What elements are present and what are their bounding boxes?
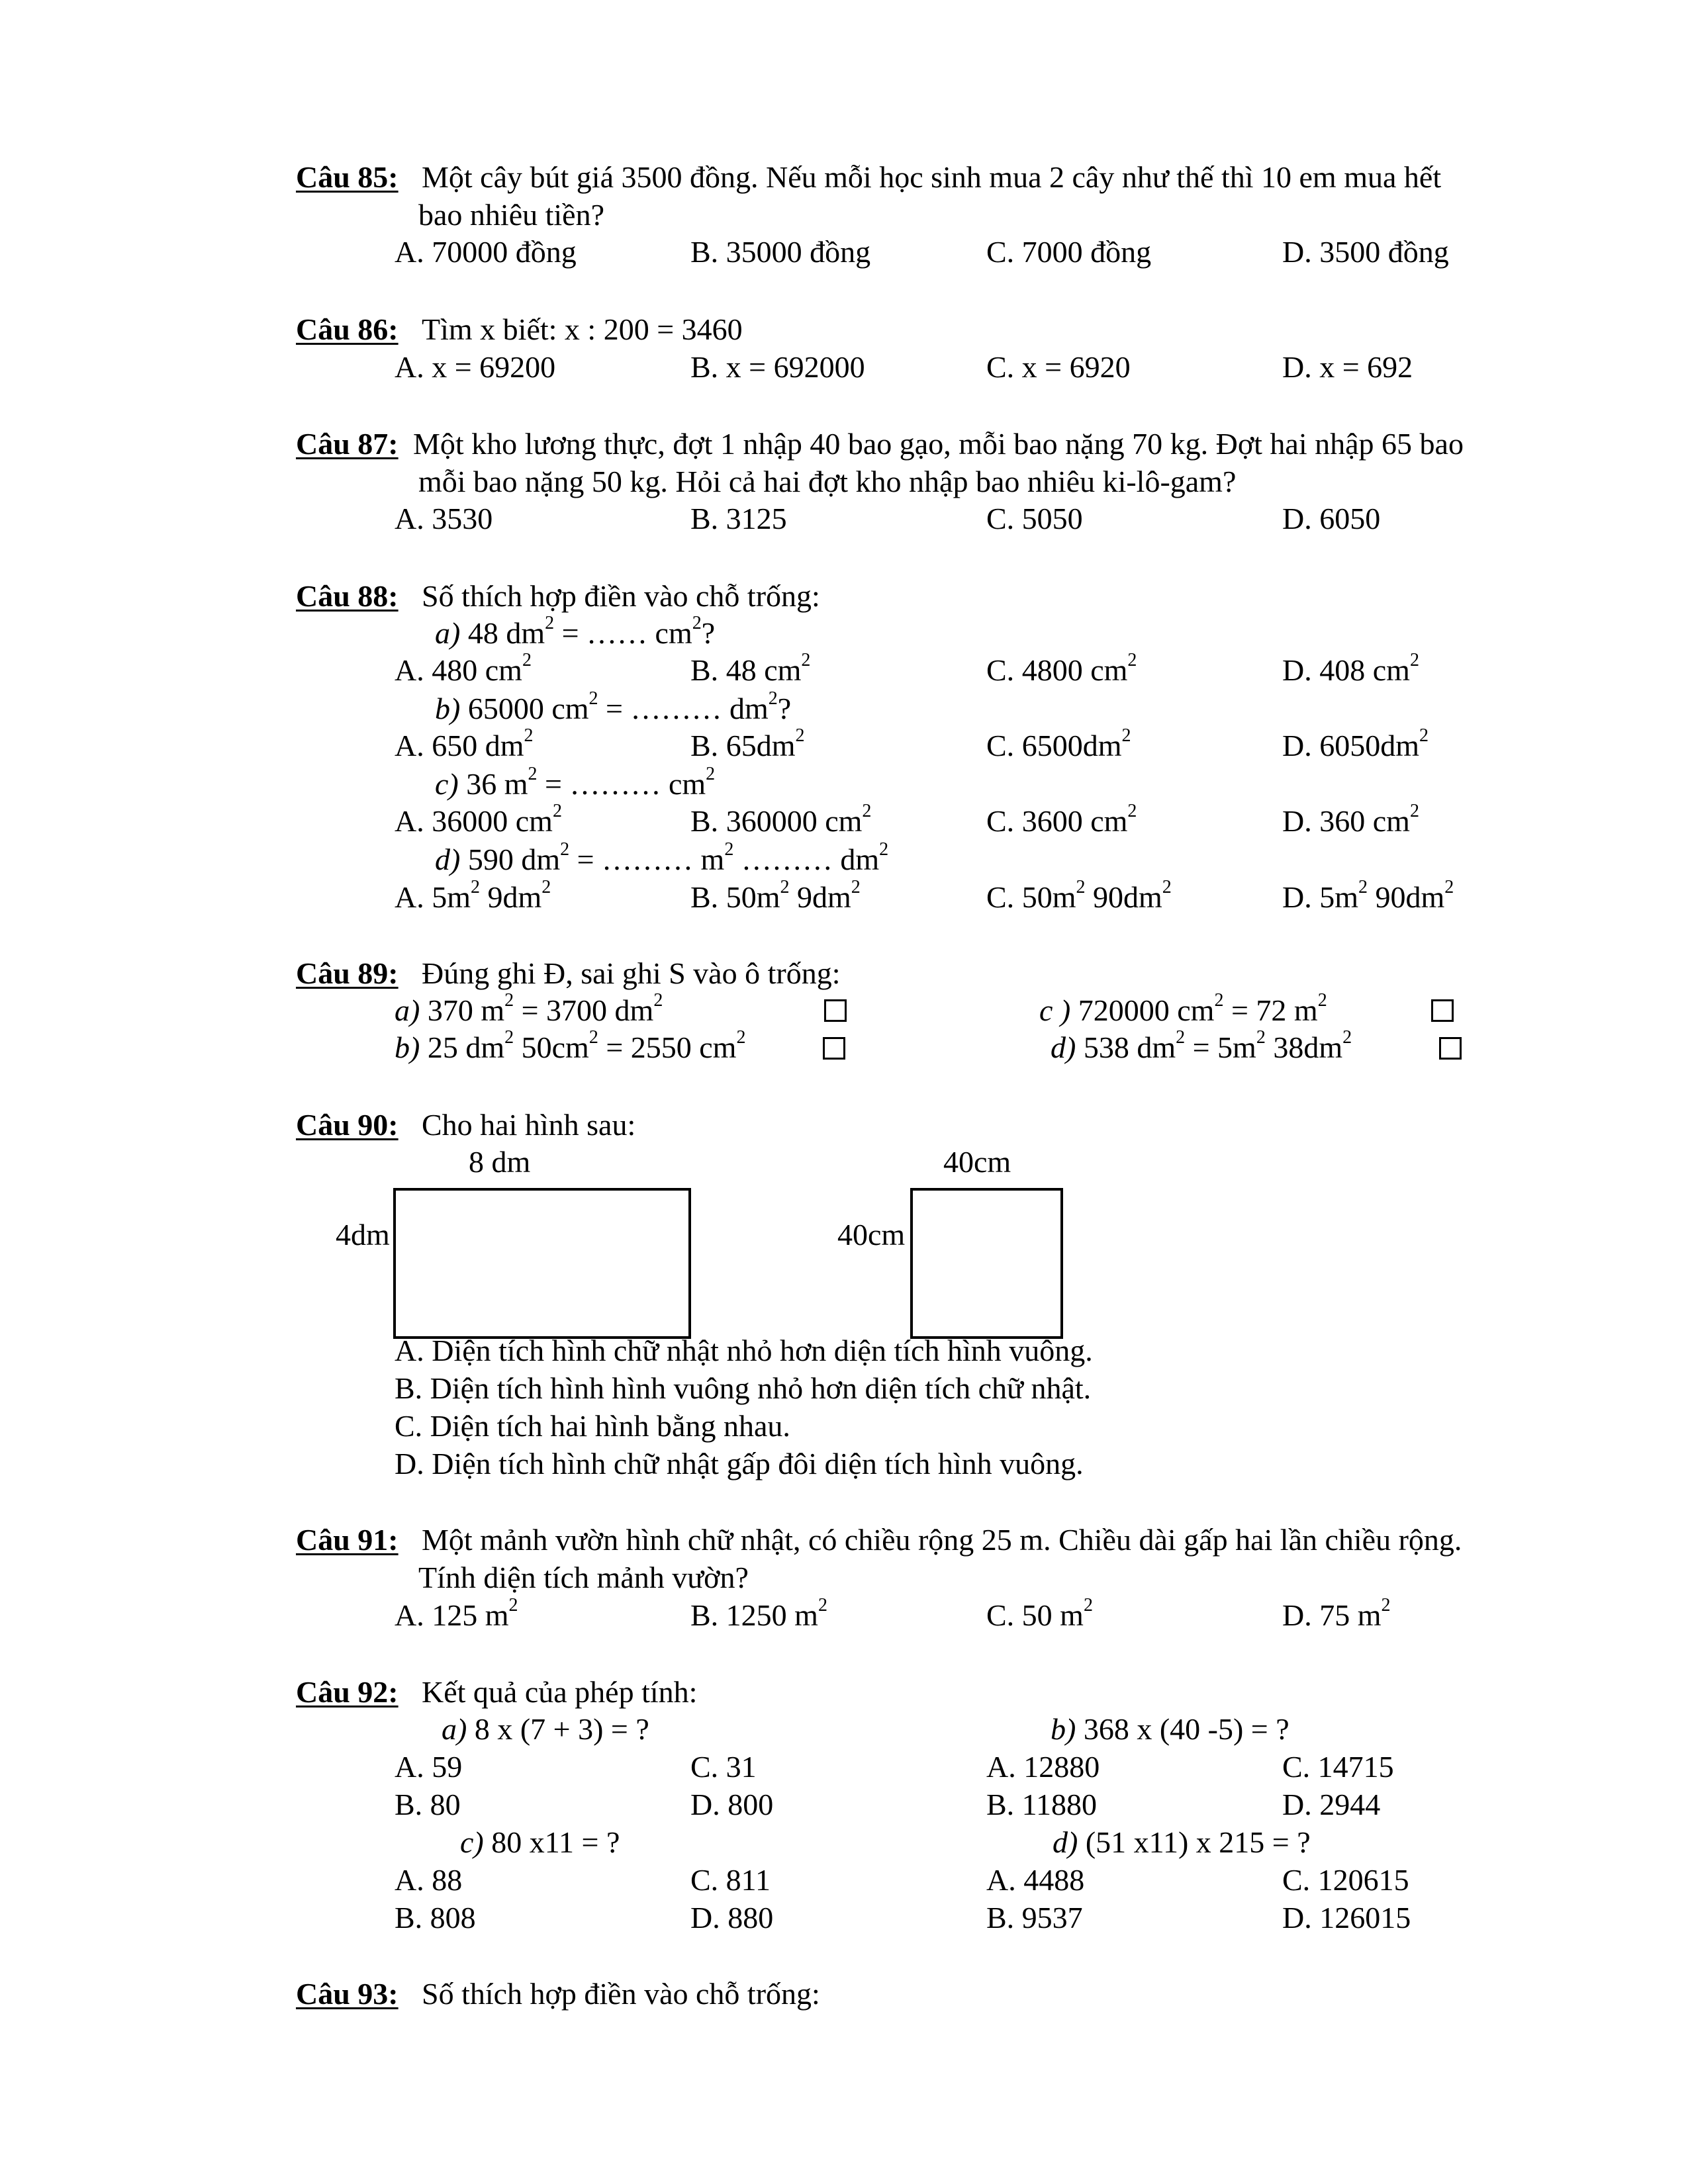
q89a-checkbox[interactable] xyxy=(824,999,847,1022)
q86-option-c[interactable]: C. x = 6920 xyxy=(986,350,1131,384)
question-89-label: Câu 89: xyxy=(296,956,399,990)
rectangle-figure xyxy=(393,1188,691,1339)
question-85-text-cont: bao nhiêu tiền? xyxy=(418,198,605,232)
q85-option-a[interactable]: A. 70000 đồng xyxy=(395,235,577,269)
q89a-statement: a) 370 $m^2 = 3700$ $dm^2$ xyxy=(395,990,663,1027)
q92a-option-b[interactable]: B. 80 xyxy=(395,1788,461,1821)
q86-option-b[interactable]: B. x = 692000 xyxy=(690,350,865,384)
q88d-option-a[interactable]: A. $5m^2$ $9dm^2$ xyxy=(395,877,551,914)
q88c-option-b[interactable]: B. 360000 $cm^2$ xyxy=(690,801,872,838)
question-89-text: Đúng ghi Đ, sai ghi S vào ô trống: xyxy=(422,956,841,990)
question-90-text: Cho hai hình sau: xyxy=(422,1108,636,1142)
q92c-option-b[interactable]: B. 808 xyxy=(395,1901,476,1934)
q92d-option-a[interactable]: A. 4488 xyxy=(986,1863,1085,1897)
q88d-option-b[interactable]: B. $50m^2$ $9dm^2$ xyxy=(690,877,861,914)
q92a-option-c[interactable]: C. 31 xyxy=(690,1750,757,1784)
q92a-prompt: a) 8 x (7 + 3) = ? xyxy=(442,1712,649,1746)
q86-option-d[interactable]: D. x = 692 xyxy=(1282,350,1413,384)
rectangle-length-label: 8 dm xyxy=(469,1145,531,1179)
question-90-label: Câu 90: xyxy=(296,1108,399,1142)
q87-option-b[interactable]: B. 3125 xyxy=(690,502,787,535)
q92a-option-a[interactable]: A. 59 xyxy=(395,1750,463,1784)
q88a-option-a[interactable]: A. 480 $cm^2$ xyxy=(395,650,532,687)
q89b-statement: b) 25 $dm^2$ $50cm^2 = 2550$ $cm^2$ xyxy=(395,1027,746,1064)
q88b-option-a[interactable]: A. 650 $dm^2$ xyxy=(395,725,534,762)
question-86-text: Tìm x biết: x : 200 = 3460 xyxy=(422,312,743,346)
question-87-label: Câu 87: xyxy=(296,427,399,461)
q88c-prompt: c) 36 $m^2$ = ……… $cm^2$ xyxy=(435,764,716,801)
q92c-option-d[interactable]: D. 880 xyxy=(690,1901,774,1934)
q92b-option-a[interactable]: A. 12880 xyxy=(986,1750,1100,1784)
q92b-option-d[interactable]: D. 2944 xyxy=(1282,1788,1381,1821)
q90-option-d[interactable]: D. Diện tích hình chữ nhật gấp đôi diện tích hình vuông. xyxy=(395,1447,1084,1480)
q92a-option-d[interactable]: D. 800 xyxy=(690,1788,774,1821)
question-86-label: Câu 86: xyxy=(296,312,399,346)
q88b-option-d[interactable]: D. $6050dm^2$ xyxy=(1282,725,1429,762)
q92d-option-d[interactable]: D. 126015 xyxy=(1282,1901,1411,1934)
q92d-option-c[interactable]: C. 120615 xyxy=(1282,1863,1409,1897)
q88a-prompt: a) 48 $dm^2$ = …… $cm^2$? xyxy=(435,613,716,650)
q89b-checkbox[interactable] xyxy=(823,1037,845,1060)
q92b-option-c[interactable]: C. 14715 xyxy=(1282,1750,1394,1784)
question-93-text: Số thích hợp điền vào chỗ trống: xyxy=(422,1977,820,2011)
q87-option-d[interactable]: D. 6050 xyxy=(1282,502,1381,535)
question-88-label: Câu 88: xyxy=(296,579,399,613)
q86-option-a[interactable]: A. x = 69200 xyxy=(395,350,556,384)
q88b-prompt: b) 65000 $cm^2$ = ……… $dm^2$? xyxy=(435,688,792,725)
q89d-statement: d) 538 $dm^2 = 5m^2$ $38dm^2$ xyxy=(1051,1027,1352,1064)
q87-option-a[interactable]: A. 3530 xyxy=(395,502,493,535)
q92d-option-b[interactable]: B. 9537 xyxy=(986,1901,1083,1934)
q90-option-b[interactable]: B. Diện tích hình hình vuông nhỏ hơn diện tích chữ nhật. xyxy=(395,1371,1092,1405)
question-91-label: Câu 91: xyxy=(296,1523,399,1557)
q92c-option-c[interactable]: C. 811 xyxy=(690,1863,771,1897)
square-side-left-label: 40cm xyxy=(837,1218,906,1251)
rectangle-width-label: 4dm xyxy=(336,1218,390,1251)
question-85-text: Một cây bút giá 3500 đồng. Nếu mỗi học sinh mua 2 cây như thế thì 10 em mua hết xyxy=(422,160,1442,194)
q91-option-c[interactable]: C. 50 $m^2$ xyxy=(986,1595,1093,1632)
q88c-option-c[interactable]: C. 3600 $cm^2$ xyxy=(986,801,1137,838)
q88c-option-d[interactable]: D. 360 $cm^2$ xyxy=(1282,801,1419,838)
question-92-text: Kết quả của phép tính: xyxy=(422,1675,698,1709)
q92c-prompt: c) 80 x11 = ? xyxy=(460,1825,620,1859)
question-92-label: Câu 92: xyxy=(296,1675,399,1709)
q89c-checkbox[interactable] xyxy=(1431,999,1454,1022)
q88d-option-c[interactable]: C. $50m^2$ $90dm^2$ xyxy=(986,877,1172,914)
q88d-prompt: d) 590 $dm^2$ = ……… $m^2$ ……… $dm^2$ xyxy=(435,839,889,876)
question-88-text: Số thích hợp điền vào chỗ trống: xyxy=(422,579,820,613)
q88a-option-b[interactable]: B. 48 $cm^2$ xyxy=(690,650,811,687)
q85-option-b[interactable]: B. 35000 đồng xyxy=(690,235,871,269)
q88a-option-c[interactable]: C. 4800 $cm^2$ xyxy=(986,650,1137,687)
q88b-option-c[interactable]: C. $6500dm^2$ xyxy=(986,725,1131,762)
q90-option-a[interactable]: A. Diện tích hình chữ nhật nhỏ hơn diện tích hình vuông. xyxy=(395,1334,1093,1367)
q88d-option-d[interactable]: D. $5m^2$ $90dm^2$ xyxy=(1282,877,1454,914)
square-side-top-label: 40cm xyxy=(943,1145,1011,1179)
question-85-label: Câu 85: xyxy=(296,160,399,194)
question-91-text: Một mảnh vườn hình chữ nhật, có chiều rộng 25 m. Chiều dài gấp hai lần chiều rộng. xyxy=(422,1523,1462,1557)
q92b-option-b[interactable]: B. 11880 xyxy=(986,1788,1097,1821)
question-87-text: Một kho lương thực, đợt 1 nhập 40 bao gạo, mỗi bao nặng 70 kg. Đợt hai nhập 65 bao xyxy=(413,427,1464,461)
question-91-text-cont: Tính diện tích mảnh vườn? xyxy=(418,1561,749,1594)
question-87-text-cont: mỗi bao nặng 50 kg. Hỏi cả hai đợt kho nhập bao nhiêu ki-lô-gam? xyxy=(418,465,1237,498)
q87-option-c[interactable]: C. 5050 xyxy=(986,502,1083,535)
q89c-statement: c ) 720000 $cm^2 = 72$ $m^2$ xyxy=(1039,990,1327,1027)
q91-option-d[interactable]: D. 75 $m^2$ xyxy=(1282,1595,1391,1632)
q90-option-c[interactable]: C. Diện tích hai hình bằng nhau. xyxy=(395,1409,790,1443)
square-figure xyxy=(910,1188,1063,1339)
q91-option-b[interactable]: B. 1250 $m^2$ xyxy=(690,1595,827,1632)
question-93-label: Câu 93: xyxy=(296,1977,399,2011)
q85-option-d[interactable]: D. 3500 đồng xyxy=(1282,235,1449,269)
q91-option-a[interactable]: A. 125 $m^2$ xyxy=(395,1595,518,1632)
q88b-option-b[interactable]: B. $65dm^2$ xyxy=(690,725,805,762)
q92b-prompt: b) 368 x (40 -5) = ? xyxy=(1051,1712,1289,1746)
q92c-option-a[interactable]: A. 88 xyxy=(395,1863,463,1897)
q89d-checkbox[interactable] xyxy=(1439,1037,1462,1060)
q85-option-c[interactable]: C. 7000 đồng xyxy=(986,235,1152,269)
q92d-prompt: d) (51 x11) x 215 = ? xyxy=(1053,1825,1311,1859)
q88c-option-a[interactable]: A. 36000 $cm^2$ xyxy=(395,801,562,838)
q88a-option-d[interactable]: D. 408 $cm^2$ xyxy=(1282,650,1419,687)
